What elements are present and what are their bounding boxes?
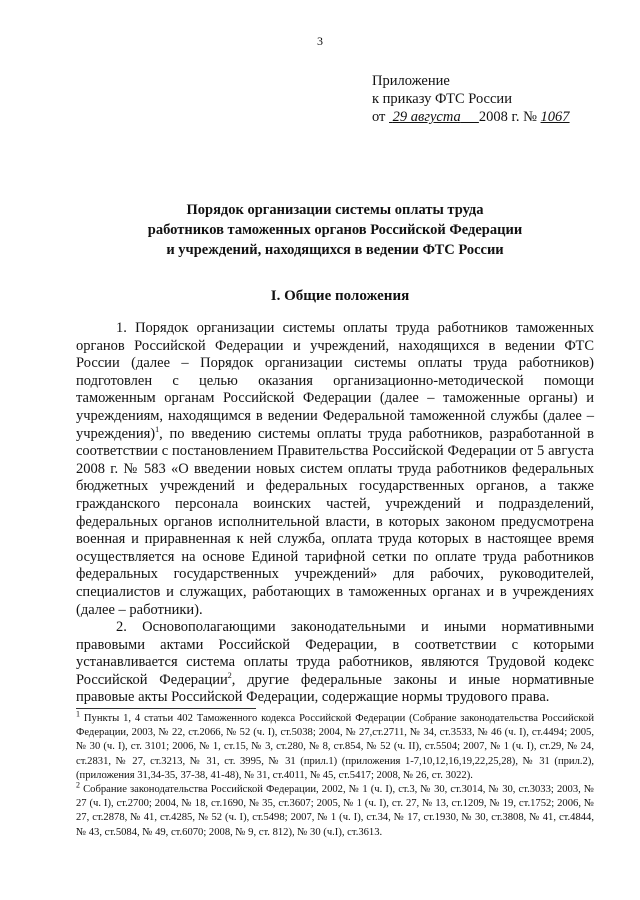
- year-text: 2008 г. №: [478, 109, 537, 125]
- document-title: [90, 200, 580, 260]
- footnote-1: $^1$ Пункты 1, 4 статьи 402 Таможенного кодекса Российской Федерации (Собрание законодательства Российской Федерации, 2003, № 22, ст.2066, № 52 (ч. I), ст.5038; 2004, № 27,ст.2711, № 34, ст.3533, № 46 (ч. I), ст.4494; 2005, № 30 (ч. I), ст. 3101; 2006, № 1, ст.15, № 3, ст.280, № 8, ст.854, № 52 (ч. II), ст.5504; 2007, № 1 (ч. I), ст.29, № 24, ст.2831, № 27, ст.3213, № 31, ст. 3995, № 31 (прил.1) (приложения 1-7,10,12,16,19,22,25,28), № 31 (прил.2), (приложения 31,34-35, 37-38, 41-48), № 31, ст.4011, № 45, ст.5417; 2008, № 26, ст. 3022).: [76, 709, 594, 781]
- title-line-1: Порядок организации системы оплаты труда: [186, 202, 484, 218]
- appendix-date-line: [372, 108, 570, 126]
- section-heading: I. Общие положения: [270, 288, 410, 304]
- footnote-ref-1: 1: [155, 424, 160, 434]
- page-number: 3: [317, 34, 323, 48]
- footnotes: [76, 709, 594, 840]
- appendix-label: Приложение: [372, 73, 450, 89]
- title-line-3: и учреждений, находящихся в ведении ФТС России: [166, 242, 504, 258]
- date-prefix: от: [372, 109, 386, 125]
- footnote-separator: [76, 708, 256, 709]
- order-number: 1067: [540, 109, 570, 125]
- title-line-2: работников таможенных органов Российской Федерации: [147, 222, 523, 238]
- paragraph-1: 1. Порядок организации системы оплаты труда работников таможенных органов Российской Федерации и учреждений, находящихся в ведении ФТС России (далее – Порядок организации системы оплаты труда работников) подготовлен с целью оказания организационно-методической помощи таможенным органам Российской Федерации (далее – таможенные органы) и учреждениям, находящимся в ведении Федеральной таможенной службы (далее – учреждения)$^1$, по введению системы оплаты труда работников, разработанной в соответствии с постановлением Правительства Российской Федерации от 5 августа 2008 г. № 583 «О введении новых систем оплаты труда работников федеральных бюджетных учреждений и федеральных государственных органов, а также гражданского персонала воинских частей, учреждений и подразделений, федеральных органов исполнительной власти, в которых законом предусмотрена военная и приравненная к ней служба, оплата труда которых в настоящее время осуществляется на основе Единой тарифной сетки по оплате труда работников федеральных государственных учреждений» для рабочих, руководителей, специалистов и служащих, работающих в таможенных органах и в учреждениях (далее – работники).: [76, 320, 594, 618]
- footnote-ref-2: 2: [227, 671, 232, 681]
- date-value: 29 августа: [392, 109, 461, 125]
- appendix-header: [372, 72, 570, 126]
- footnote-2: $^2$ Собрание законодательства Российской Федерации, 2002, № 1 (ч. I), ст.3, № 30, ст.3014, № 30, ст.3033; 2003, № 27 (ч. I), ст.2700; 2004, № 18, ст.1690, № 35, ст.3607; 2005, № 1 (ч. I), ст. 27, № 13, ст.1209, № 19, ст.1752; 2006, № 27, ст.2878, № 41, ст.4285, № 52 (ч. I), ст.5498; 2007, № 1 (ч. I), ст.34, № 17, ст.1930, № 30, ст.3808, № 41, ст.4844, № 43, ст.5084, № 49, ст.6070; 2008, № 9, ст. 812), № 30 (ч.I), ст.3613.: [76, 780, 594, 838]
- paragraph-2: 2. Основополагающими законодательными и иными нормативными правовыми актами Российской Федерации, в соответствии с которыми устанавливается система оплаты труда работников, являются Трудовой кодекс Российской Федерации$^2$, другие федеральные законы и иные нормативные правовые акты Российской Федерации, содержащие нормы трудового права.: [76, 619, 594, 706]
- body-text: [76, 320, 594, 707]
- appendix-order-ref: к приказу ФТС России: [372, 91, 512, 107]
